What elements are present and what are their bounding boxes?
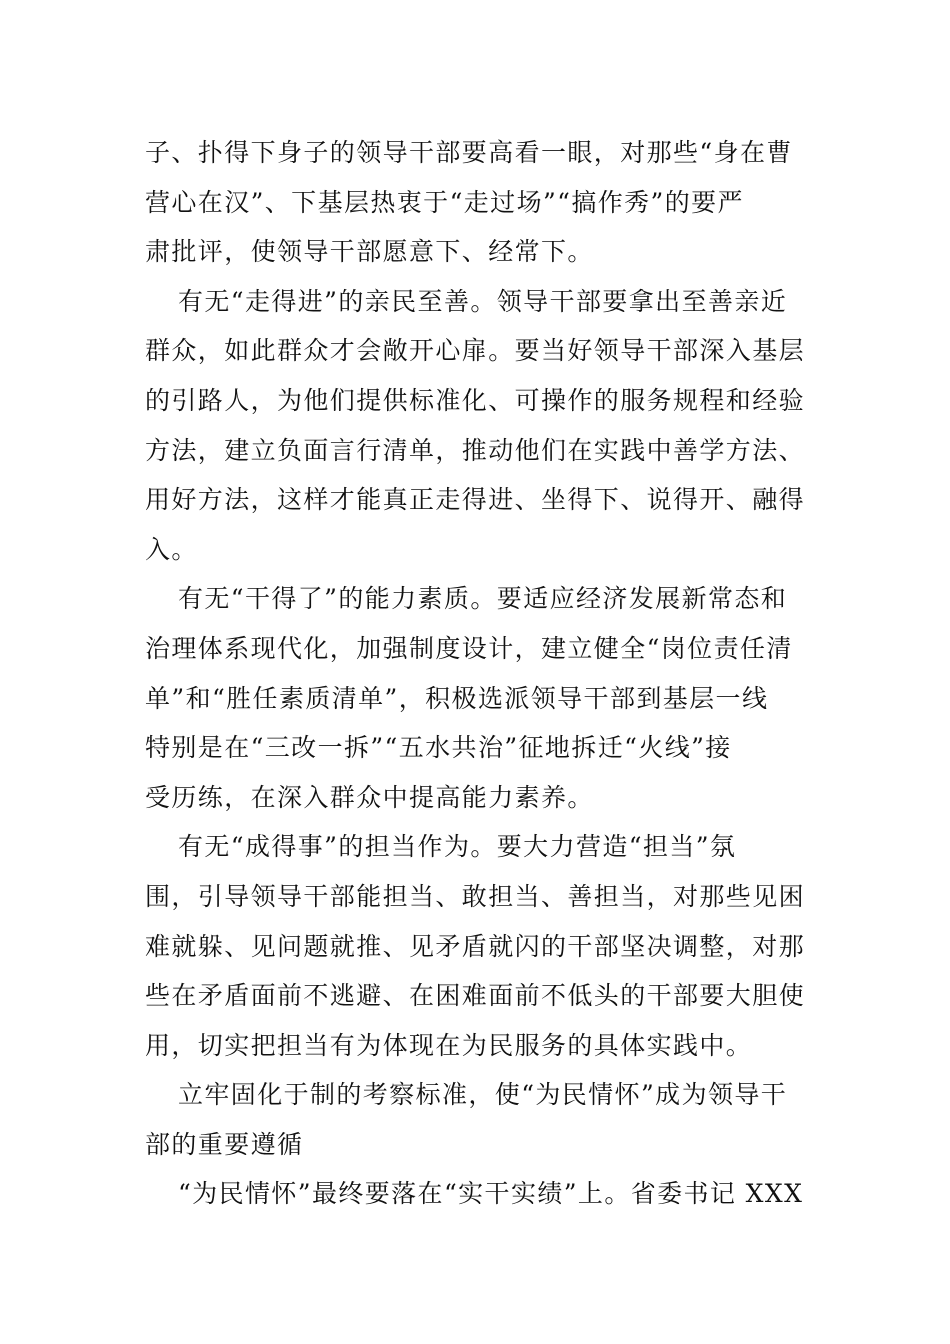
text-line: 的引路人，为他们提供标准化、可操作的服务规程和经验 [145, 385, 806, 415]
text-line: 些在矛盾面前不逃避、在困难面前不低头的干部要大胆使 [145, 981, 806, 1011]
text-line: 围，引导领导干部能担当、敢担当、善担当，对那些见困 [145, 881, 806, 911]
text-line: 用，切实把担当有为体现在为民服务的具体实践中。 [145, 1030, 753, 1060]
text-line: 特别是在“三改一拆”“五水共治”征地拆迁“火线”接 [145, 733, 732, 763]
text-line: 群众，如此群众才会敞开心扉。要当好领导干部深入基层 [145, 336, 806, 366]
section-heading-line: 立牢固化于制的考察标准，使“为民情怀”成为领导干 [178, 1080, 788, 1110]
section-heading-line: 部的重要遵循 [145, 1129, 304, 1159]
text-line: 入。 [145, 534, 198, 564]
text-line: 方法，建立负面言行清单，推动他们在实践中善学方法、 [145, 435, 806, 465]
text-line: 用好方法，这样才能真正走得进、坐得下、说得开、融得 [145, 485, 806, 515]
paragraph-start-line: 有无“成得事”的担当作为。要大力营造“担当”氛 [178, 832, 737, 862]
text-line: 营心在汉”、下基层热衷于“走过场”“搞作秀”的要严 [145, 187, 744, 217]
text-line: 难就躲、见问题就推、见矛盾就闪的干部坚决调整，对那 [145, 931, 806, 961]
text-line: 单”和“胜任素质清单”，积极选派领导干部到基层一线 [145, 683, 769, 713]
body-text [145, 128, 807, 1219]
text-line: 受历练，在深入群众中提高能力素养。 [145, 782, 594, 812]
paragraph-start-line: “为民情怀”最终要落在“实干实绩”上。省委书记 XXX [178, 1179, 804, 1209]
text-line: 肃批评，使领导干部愿意下、经常下。 [145, 237, 594, 267]
text-line: 治理体系现代化，加强制度设计，建立健全“岗位责任清 [145, 633, 793, 663]
text-line: 子、扑得下身子的领导干部要高看一眼，对那些“身在曹 [145, 138, 793, 167]
paragraph-start-line: 有无“走得进”的亲民至善。领导干部要拿出至善亲近 [178, 286, 788, 316]
paragraph-start-line: 有无“干得了”的能力素质。要适应经济发展新常态和 [178, 584, 788, 614]
